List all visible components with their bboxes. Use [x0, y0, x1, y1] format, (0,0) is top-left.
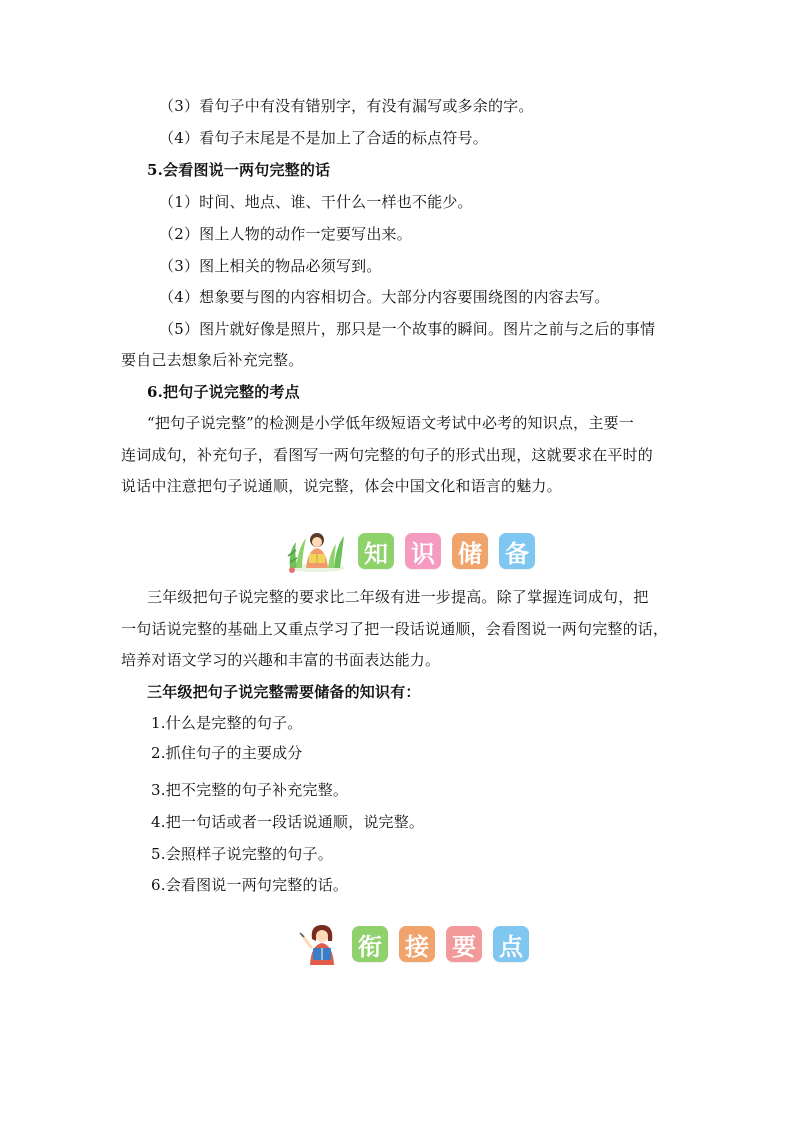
list-item: 2.抓住句子的主要成分 — [151, 744, 303, 762]
teacher-with-book-illustration — [298, 921, 344, 967]
list-item: 6.会看图说一两句完整的话。 — [151, 876, 349, 894]
text-line: （3）看句子中有没有错别字，有没有漏写或多余的字。 — [159, 97, 534, 115]
list-item: 3.把不完整的句子补充完整。 — [151, 781, 349, 799]
banner-tile: 储 — [452, 533, 488, 569]
text-line: 要自己去想象后补充完整。 — [121, 351, 304, 369]
banner-tile: 点 — [493, 926, 529, 962]
text-line: （1）时间、地点、谁、干什么一样也不能少。 — [159, 193, 473, 211]
text-line: “把句子说完整”的检测是小学低年级短语文考试中必考的知识点，主要一 — [147, 414, 634, 432]
section-banner-knowledge — [284, 528, 546, 574]
section-heading: 5.会看图说一两句完整的话 — [147, 161, 331, 179]
banner-tile: 识 — [405, 533, 441, 569]
banner-tile: 备 — [499, 533, 535, 569]
text-line: 连词成句，补充句子，看图写一两句完整的句子的形式出现，这就要求在平时的 — [121, 446, 654, 464]
text-line: （3）图上相关的物品必须写到。 — [159, 257, 382, 275]
text-line: 说话中注意把句子说通顺，说完整，体会中国文化和语言的魅力。 — [121, 477, 562, 495]
list-item: 5.会照样子说完整的句子。 — [151, 845, 333, 863]
banner-tile: 要 — [446, 926, 482, 962]
text-line: （5）图片就好像是照片，那只是一个故事的瞬间。图片之前与之后的事情 — [159, 320, 656, 338]
text-line: （2）图上人物的动作一定要写出来。 — [159, 225, 412, 243]
section-heading: 6.把句子说完整的考点 — [147, 383, 300, 401]
text-line: 一句话说完整的基础上又重点学习了把一段话说通顺，会看图说一两句完整的话， — [121, 620, 669, 638]
text-line: 培养对语文学习的兴趣和丰富的书面表达能力。 — [121, 651, 441, 669]
text-line: （4）想象要与图的内容相切合。大部分内容要围绕图的内容去写。 — [159, 288, 610, 306]
girl-reading-plants-illustration — [284, 528, 350, 574]
list-item: 1.什么是完整的句子。 — [151, 714, 303, 732]
list-item: 4.把一句话或者一段话说通顺，说完整。 — [151, 813, 425, 831]
section-banner-transition — [298, 921, 540, 967]
banner-tile: 知 — [358, 533, 394, 569]
section-heading: 三年级把句子说完整需要储备的知识有： — [147, 683, 421, 701]
text-line: （4）看句子末尾是不是加上了合适的标点符号。 — [159, 129, 488, 147]
text-line: 三年级把句子说完整的要求比二年级有进一步提高。除了掌握连词成句，把 — [147, 588, 649, 606]
banner-tile: 衔 — [352, 926, 388, 962]
banner-tile: 接 — [399, 926, 435, 962]
